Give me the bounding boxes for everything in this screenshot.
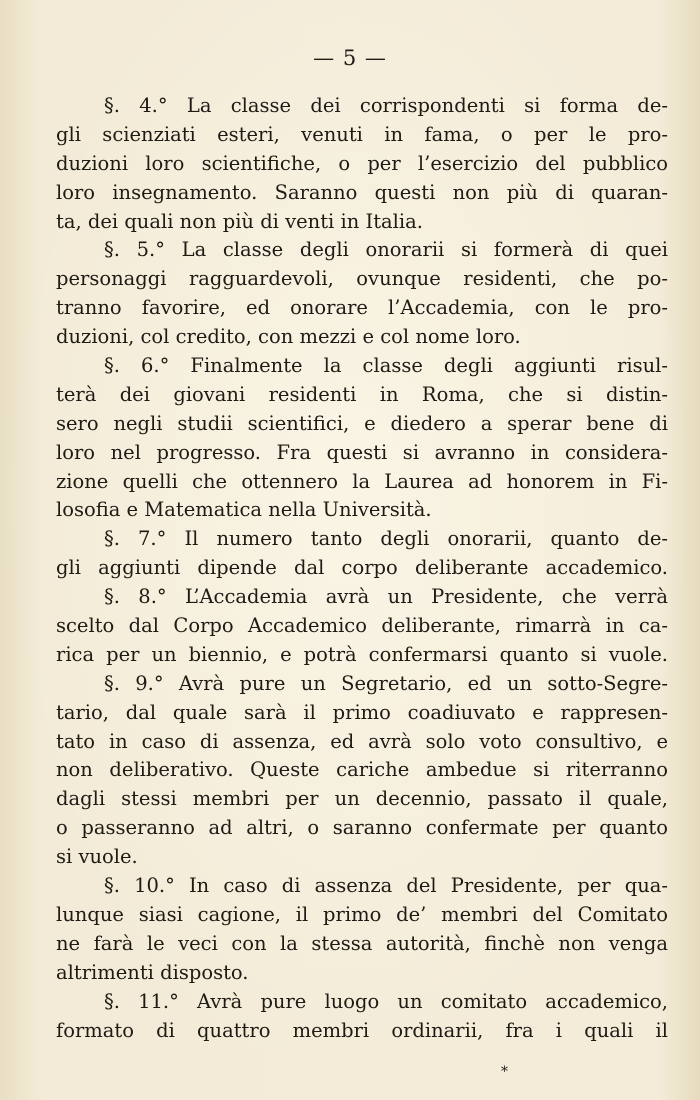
text-line: altrimenti disposto. (56, 960, 249, 984)
running-head: — 5 — (313, 46, 387, 70)
text-line: §. 6.° Finalmente la classe degli aggiunti risul- (104, 354, 668, 378)
text-line: loro nel progresso. Fra questi si avranno in considera- (56, 440, 668, 464)
text-line: §. 11.° Avrà pure luogo un comitato accademico, (104, 989, 668, 1013)
text-line: gli aggiunti dipende dal corpo deliberante accademico. (56, 556, 668, 580)
text-line: ta, dei quali non più di venti in Italia. (56, 209, 423, 233)
text-line: §. 9.° Avrà pure un Segretario, ed un sotto-Segre- (104, 671, 668, 695)
text-line: losofia e Matematica nella Università. (56, 498, 432, 522)
text-line: gli scienziati esteri, venuti in fama, o per le pro- (56, 122, 668, 146)
text-line: duzioni, col credito, con mezzi e col nome loro. (56, 325, 521, 349)
text-line: tario, dal quale sarà il primo coadiuvato e rappresen- (56, 700, 668, 724)
text-line: tranno favorire, ed onorare l’Accademia, con le pro- (56, 296, 668, 320)
text-line: §. 4.° La classe dei corrispondenti si forma de- (104, 94, 668, 117)
text-line: personaggi ragguardevoli, ovunque residenti, che po- (56, 267, 668, 291)
body-text (56, 92, 668, 1045)
text-line: §. 8.° L’Accademia avrà un Presidente, che verrà (104, 585, 668, 609)
text-line: zione quelli che ottennero la Laurea ad honorem in Fi- (56, 469, 668, 493)
text-line: §. 7.° Il numero tanto degli onorarii, quanto de- (104, 527, 668, 551)
text-line: si vuole. (56, 845, 138, 869)
text-line: lunque siasi cagione, il primo de’ membri del Comitato (56, 902, 668, 926)
text-line: loro insegnamento. Saranno questi non più di quaran- (56, 180, 668, 204)
text-line: sero negli studii scientifici, e diedero a sperar bene di (56, 411, 668, 435)
text-line: dagli stessi membri per un decennio, passato il quale, (56, 787, 668, 811)
text-line: terà dei giovani residenti in Roma, che si distin- (56, 382, 668, 406)
text-line: §. 10.° In caso di assenza del Presidente, per qua- (104, 874, 668, 898)
text-line: non deliberativo. Queste cariche ambedue si riterranno (56, 758, 668, 782)
signature-mark: * (501, 1064, 508, 1080)
text-line: duzioni loro scientifiche, o per l’esercizio del pubblico (56, 151, 668, 175)
text-line: scelto dal Corpo Accademico deliberante, rimarrà in ca- (56, 614, 668, 638)
text-line: o passeranno ad altri, o saranno confermate per quanto (56, 816, 668, 840)
text-line: formato di quattro membri ordinarii, fra i quali il (56, 1018, 668, 1042)
text-line: §. 5.° La classe degli onorarii si formerà di quei (104, 238, 668, 262)
text-line: tato in caso di assenza, ed avrà solo voto consultivo, e (56, 729, 668, 753)
text-line: rica per un biennio, e potrà confermarsi quanto si vuole. (56, 642, 668, 666)
text-line: ne farà le veci con la stessa autorità, finchè non venga (56, 931, 668, 955)
